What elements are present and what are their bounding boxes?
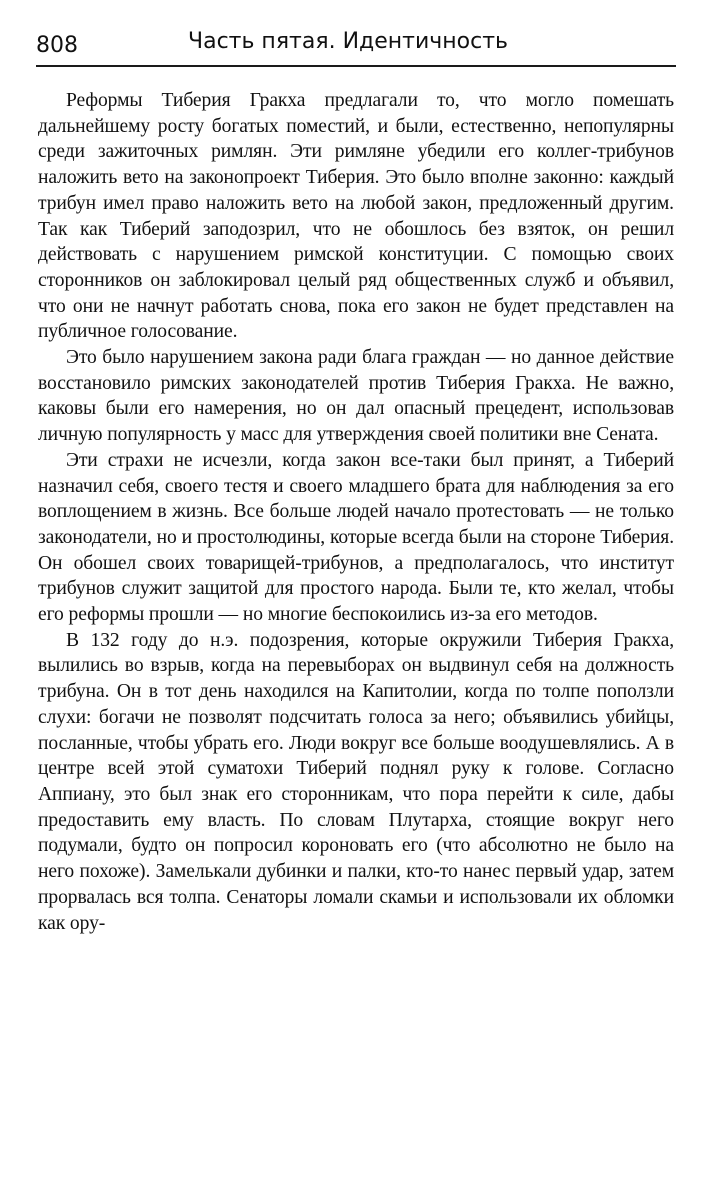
- page-number: 808: [36, 33, 78, 58]
- paragraph: Это было нарушением закона ради блага граждан — но данное действие восстановило римских законодателей против Тиберия Гракха. Не важно, каковы были его намерения, но он дал опасный прецедент, использовав личную популярность у масс для утверждения своей политики вне Сената.: [38, 347, 674, 446]
- paragraph: Реформы Тиберия Гракха предлагали то, что могло помешать дальнейшему росту богатых поместий, и были, естественно, непопулярны среди зажиточных римлян. Эти римляне убедили его коллег-трибунов наложить вето на законопроект Тиберия. Это было вполне законно: каждый трибун имел право наложить вето на любой закон, предложенный другим. Так как Тиберий заподозрил, что не обошлось без взяток, он решил действовать с нарушением римской конституции. С помощью своих сторонников он заблокировал целый ряд общественных служб и объявил, что они не начнут работать снова, пока его закон не будет представлен на публичное голосование.: [38, 90, 674, 343]
- body-text: [38, 88, 674, 936]
- paragraph: В 132 году до н.э. подозрения, которые окружили Тиберия Гракха, вылились во взрыв, когда на перевыборах он выдвинул себя на должность трибуна. Он в тот день находился на Капитолии, когда по толпе поползли слухи: богачи не позволят подсчитать голоса за него; объявились убийцы, посланные, чтобы убрать его. Люди вокруг все больше воодушевлялись. А в центре всей этой суматохи Тиберий поднял руку к голове. Согласно Аппиану, это был знак его сторонникам, что пора перейти к силе, дабы предоставить ему власть. По словам Плутарха, стоящие вокруг него подумали, будто он попросил короновать его (что абсолютно не было на него похоже). Замелькали дубинки и палки, кто-то нанес первый удар, затем прорвалась вся толпа. Сенаторы ломали скамьи и использовали их обломки как ору-: [38, 629, 674, 934]
- running-head: [36, 22, 676, 66]
- paragraph: Эти страхи не исчезли, когда закон все-таки был принят, а Тиберий назначил себя, своего тестя и своего младшего брата для наблюдения за его воплощением в жизнь. Все больше людей начало протестовать — не только законодатели, но и простолюдины, которые всегда были на стороне Тиберия. Он обошел своих товарищей-трибунов, а предполагалось, что институт трибунов служит защитой для простого народа. Были те, кто желал, чтобы его реформы прошли — но многие беспокоились из-за его методов.: [38, 449, 674, 626]
- header-rule: [36, 65, 676, 67]
- running-title: Часть пятая. Идентичность: [188, 29, 508, 54]
